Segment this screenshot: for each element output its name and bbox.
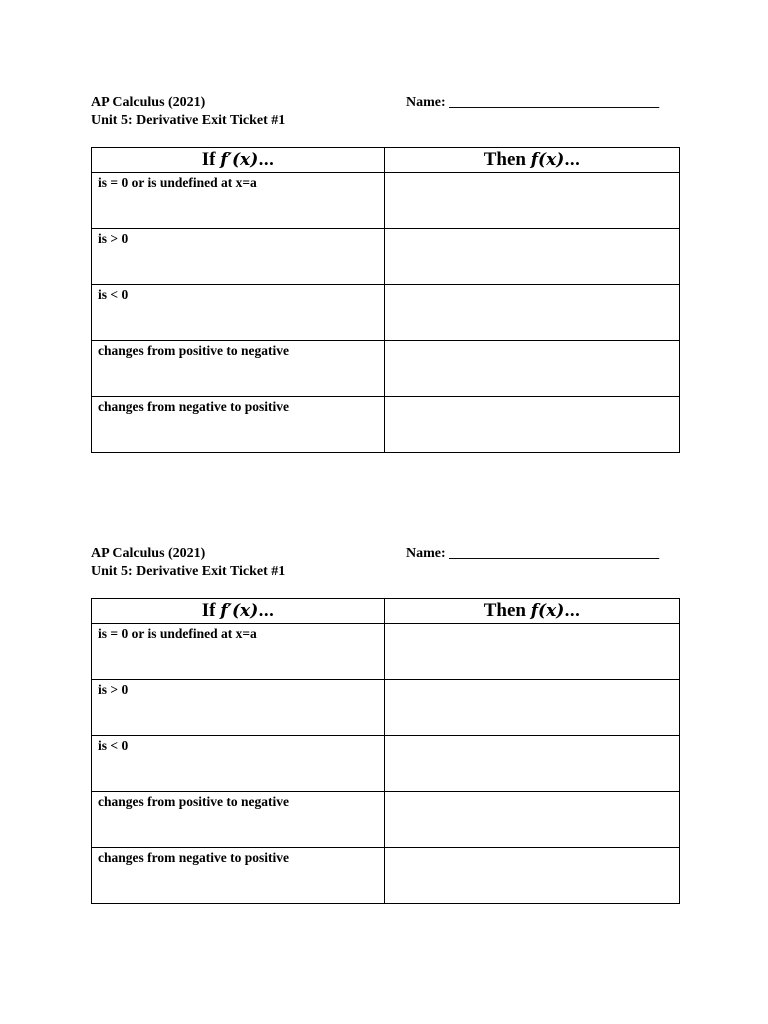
table-row bbox=[92, 285, 680, 341]
table-header-row bbox=[92, 148, 680, 173]
table-row bbox=[92, 173, 680, 229]
answer-cell[interactable] bbox=[385, 736, 680, 792]
table-row bbox=[92, 792, 680, 848]
table-row bbox=[92, 624, 680, 680]
condition-cell: changes from negative to positive bbox=[92, 848, 385, 904]
header-row bbox=[91, 94, 679, 112]
condition-cell: is = 0 or is undefined at x=a bbox=[92, 173, 385, 229]
answer-cell[interactable] bbox=[385, 397, 680, 453]
table-row bbox=[92, 397, 680, 453]
condition-cell: is < 0 bbox=[92, 285, 385, 341]
answer-cell[interactable] bbox=[385, 285, 680, 341]
table-row bbox=[92, 680, 680, 736]
condition-cell: is > 0 bbox=[92, 680, 385, 736]
condition-cell: is < 0 bbox=[92, 736, 385, 792]
answer-cell[interactable] bbox=[385, 173, 680, 229]
derivative-table bbox=[91, 147, 680, 453]
table-header-row bbox=[92, 599, 680, 624]
answer-cell[interactable] bbox=[385, 624, 680, 680]
course-title: AP Calculus (2021) bbox=[91, 95, 206, 110]
condition-cell: changes from negative to positive bbox=[92, 397, 385, 453]
condition-cell: is = 0 or is undefined at x=a bbox=[92, 624, 385, 680]
name-field[interactable]: Name: ______________________________ bbox=[406, 95, 660, 110]
name-field[interactable]: Name: ______________________________ bbox=[406, 546, 660, 561]
condition-cell: is > 0 bbox=[92, 229, 385, 285]
table-row bbox=[92, 848, 680, 904]
condition-cell: changes from positive to negative bbox=[92, 341, 385, 397]
course-title: AP Calculus (2021) bbox=[91, 546, 206, 561]
condition-cell: changes from positive to negative bbox=[92, 792, 385, 848]
column-header-if: If f′(x)… bbox=[92, 599, 385, 624]
exit-ticket-2 bbox=[91, 545, 679, 904]
answer-cell[interactable] bbox=[385, 229, 680, 285]
column-header-if: If f′(x)… bbox=[92, 148, 385, 173]
answer-cell[interactable] bbox=[385, 341, 680, 397]
derivative-table bbox=[91, 598, 680, 904]
table-row bbox=[92, 341, 680, 397]
table-row bbox=[92, 229, 680, 285]
column-header-then: Then f(x)… bbox=[385, 599, 680, 624]
answer-cell[interactable] bbox=[385, 680, 680, 736]
exit-ticket-1 bbox=[91, 94, 679, 453]
answer-cell[interactable] bbox=[385, 848, 680, 904]
header-row bbox=[91, 545, 679, 563]
unit-title: Unit 5: Derivative Exit Ticket #1 bbox=[91, 113, 286, 128]
table-row bbox=[92, 736, 680, 792]
column-header-then: Then f(x)… bbox=[385, 148, 680, 173]
unit-title: Unit 5: Derivative Exit Ticket #1 bbox=[91, 564, 286, 579]
answer-cell[interactable] bbox=[385, 792, 680, 848]
